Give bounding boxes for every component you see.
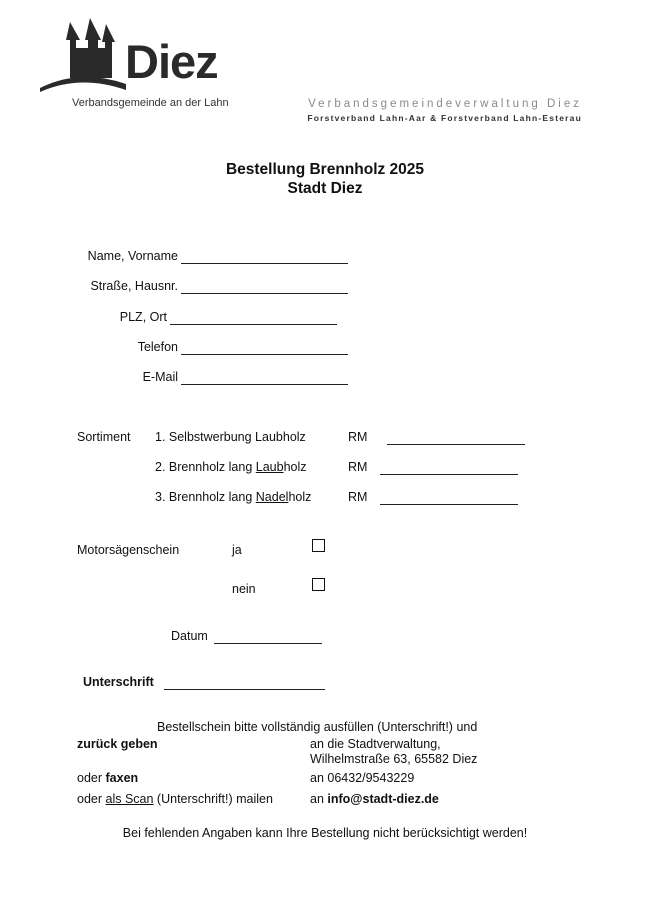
- logo-subtitle: Verbandsgemeinde an der Lahn: [72, 97, 229, 109]
- unit-label-1: RM: [348, 430, 368, 444]
- motor-yes-checkbox[interactable]: [312, 539, 325, 552]
- logo-wordmark: Diez: [125, 35, 218, 88]
- fax-label: oder faxen: [77, 771, 139, 785]
- logo-tower-icon: [40, 18, 130, 96]
- plz-label: PLZ, Ort: [119, 310, 167, 324]
- email-field[interactable]: [181, 372, 348, 385]
- quantity-field-3[interactable]: [380, 492, 518, 505]
- date-field[interactable]: [214, 631, 322, 644]
- scan-label: oder als Scan (Unterschrift!) mailen: [77, 792, 273, 806]
- phone-label: Telefon: [137, 340, 178, 354]
- page-subtitle: Stadt Diez: [287, 180, 363, 197]
- page-title: Bestellung Brennholz 2025: [225, 161, 425, 178]
- email-address-link[interactable]: info@stadt-diez.de: [327, 792, 439, 806]
- signature-label: Unterschrift: [83, 675, 154, 689]
- footer-note: Bei fehlenden Angaben kann Ihre Bestellung nicht berücksichtigt werden!: [122, 826, 528, 840]
- name-field[interactable]: [181, 251, 348, 264]
- instructions-intro: Bestellschein bitte vollständig ausfüllen (Unterschrift!) und: [157, 720, 478, 734]
- email-contact: an info@stadt-diez.de: [310, 792, 439, 806]
- return-label: zurück geben: [77, 737, 158, 751]
- phone-field[interactable]: [181, 342, 348, 355]
- sortiment-label: Sortiment: [77, 430, 131, 444]
- sortiment-item-3: 3. Brennholz lang Nadelholz: [155, 490, 312, 504]
- plz-field[interactable]: [170, 312, 337, 325]
- fax-number: an 06432/9543229: [310, 771, 415, 785]
- email-label: E-Mail: [142, 370, 178, 384]
- signature-field[interactable]: [164, 677, 325, 690]
- name-label: Name, Vorname: [87, 249, 178, 263]
- quantity-field-2[interactable]: [380, 462, 518, 475]
- sortiment-item-1: 1. Selbstwerbung Laubholz: [155, 430, 306, 444]
- motor-license-label: Motorsägenschein: [77, 543, 180, 557]
- sortiment-item-2: 2. Brennholz lang Laubholz: [155, 460, 307, 474]
- motor-no-label: nein: [232, 582, 256, 596]
- motor-no-checkbox[interactable]: [312, 578, 325, 591]
- street-label: Straße, Hausnr.: [90, 279, 178, 293]
- unit-label-3: RM: [348, 490, 368, 504]
- org-forest-associations: Forstverband Lahn-Aar & Forstverband Lahn-Esterau: [307, 113, 582, 123]
- quantity-field-1[interactable]: [387, 432, 525, 445]
- return-address-2: Wilhelmstraße 63, 65582 Diez: [310, 752, 478, 766]
- street-field[interactable]: [181, 281, 348, 294]
- date-label: Datum: [171, 629, 208, 643]
- unit-label-2: RM: [348, 460, 368, 474]
- org-name: Verbandsgemeindeverwaltung Diez: [308, 98, 582, 110]
- motor-yes-label: ja: [232, 543, 242, 557]
- return-address-1: an die Stadtverwaltung,: [310, 737, 441, 751]
